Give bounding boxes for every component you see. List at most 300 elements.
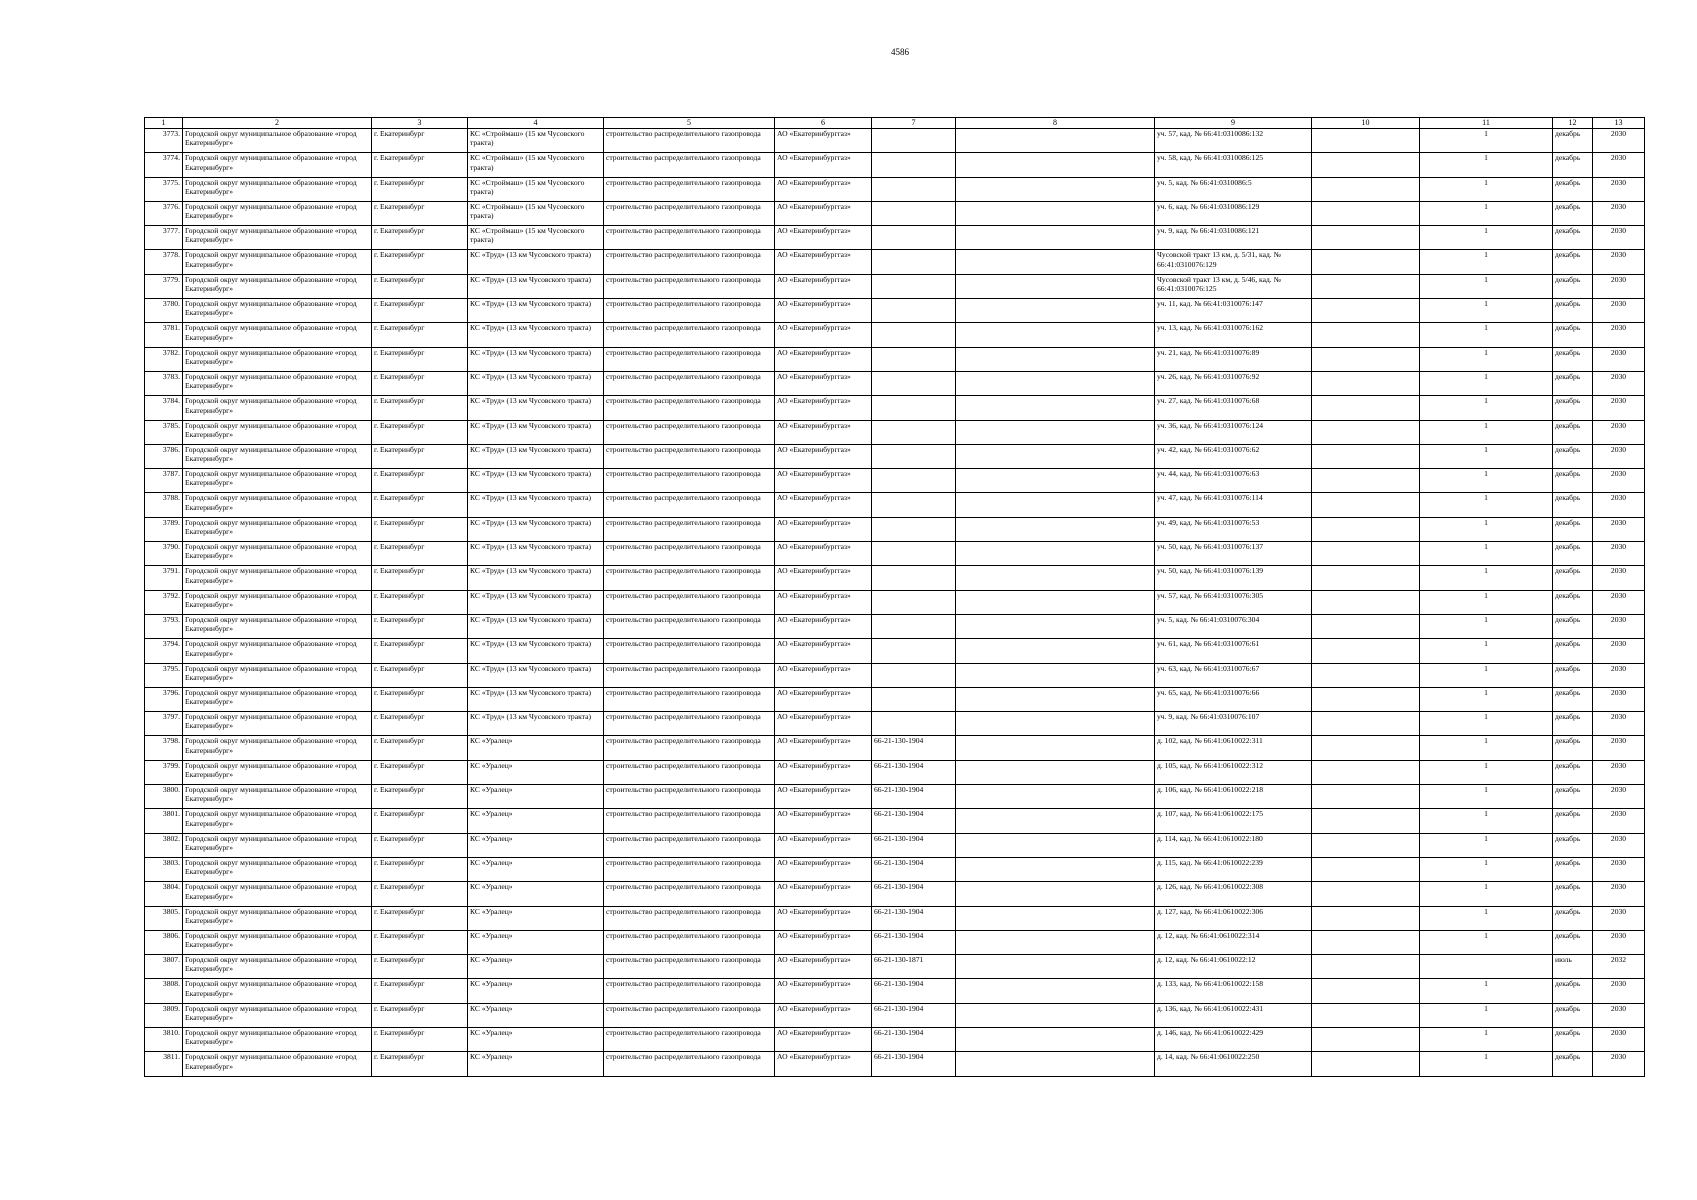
cell-work-type: строительство распределительного газопровода xyxy=(604,809,775,833)
cell-note xyxy=(956,469,1155,493)
cell-locality: г. Екатеринбург xyxy=(372,663,468,687)
cell-address-cadastral: д. 107, кад. № 66:41:0610022:175 xyxy=(1155,809,1312,833)
cell-note xyxy=(956,517,1155,541)
cell-locality: г. Екатеринбург xyxy=(372,153,468,177)
table-row xyxy=(145,979,1645,1003)
cell-organization: АО «Екатеринбурггаз» xyxy=(775,517,872,541)
cell-year: 2030 xyxy=(1593,347,1645,371)
cell-count: 1 xyxy=(1420,153,1553,177)
cell-municipality: Городской округ муниципальное образование «город Екатеринбург» xyxy=(183,1003,372,1027)
cell-municipality: Городской округ муниципальное образование «город Екатеринбург» xyxy=(183,857,372,881)
table-row xyxy=(145,906,1645,930)
cell-work-type: строительство распределительного газопровода xyxy=(604,614,775,638)
cell-permit-number: 66-21-130-1904 xyxy=(872,785,956,809)
cell-address-cadastral: уч. 5, кад. № 66:41:0310086:5 xyxy=(1155,177,1312,201)
cell-organization: АО «Екатеринбурггаз» xyxy=(775,785,872,809)
cell-note xyxy=(956,396,1155,420)
cell-note xyxy=(956,736,1155,760)
cell-month: декабрь xyxy=(1553,493,1593,517)
table-row xyxy=(145,1052,1645,1076)
cell-year: 2030 xyxy=(1593,639,1645,663)
table-row xyxy=(145,566,1645,590)
cell-municipality: Городской округ муниципальное образование «город Екатеринбург» xyxy=(183,955,372,979)
cell-locality: г. Екатеринбург xyxy=(372,299,468,323)
cell-month: июль xyxy=(1553,955,1593,979)
table-row xyxy=(145,882,1645,906)
cell-work-type: строительство распределительного газопровода xyxy=(604,420,775,444)
cell-month: декабрь xyxy=(1553,274,1593,298)
cell-extra xyxy=(1312,1003,1420,1027)
cell-work-type: строительство распределительного газопровода xyxy=(604,833,775,857)
cell-work-type: строительство распределительного газопровода xyxy=(604,882,775,906)
cell-municipality: Городской округ муниципальное образование «город Екатеринбург» xyxy=(183,639,372,663)
cell-locality: г. Екатеринбург xyxy=(372,201,468,225)
cell-year: 2030 xyxy=(1593,760,1645,784)
cell-count: 1 xyxy=(1420,614,1553,638)
cell-row-number: 3807. xyxy=(145,955,183,979)
cell-year: 2030 xyxy=(1593,1027,1645,1051)
cell-settlement: КС «Труд» (13 км Чусовского тракта) xyxy=(468,274,604,298)
cell-extra xyxy=(1312,663,1420,687)
cell-count: 1 xyxy=(1420,444,1553,468)
cell-locality: г. Екатеринбург xyxy=(372,785,468,809)
cell-row-number: 3777. xyxy=(145,226,183,250)
cell-permit-number: 66-21-130-1904 xyxy=(872,1003,956,1027)
cell-count: 1 xyxy=(1420,882,1553,906)
cell-organization: АО «Екатеринбурггаз» xyxy=(775,736,872,760)
cell-municipality: Городской округ муниципальное образование «город Екатеринбург» xyxy=(183,785,372,809)
cell-municipality: Городской округ муниципальное образование «город Екатеринбург» xyxy=(183,809,372,833)
cell-month: декабрь xyxy=(1553,371,1593,395)
cell-row-number: 3797. xyxy=(145,712,183,736)
cell-extra xyxy=(1312,1027,1420,1051)
cell-organization: АО «Екатеринбурггаз» xyxy=(775,177,872,201)
cell-locality: г. Екатеринбург xyxy=(372,1003,468,1027)
cell-municipality: Городской округ муниципальное образование «город Екатеринбург» xyxy=(183,906,372,930)
cell-locality: г. Екатеринбург xyxy=(372,129,468,153)
cell-month: декабрь xyxy=(1553,809,1593,833)
cell-year: 2030 xyxy=(1593,542,1645,566)
cell-row-number: 3783. xyxy=(145,371,183,395)
cell-locality: г. Екатеринбург xyxy=(372,857,468,881)
cell-locality: г. Екатеринбург xyxy=(372,955,468,979)
cell-month: декабрь xyxy=(1553,712,1593,736)
cell-organization: АО «Екатеринбурггаз» xyxy=(775,201,872,225)
cell-year: 2030 xyxy=(1593,785,1645,809)
cell-year: 2030 xyxy=(1593,614,1645,638)
cell-count: 1 xyxy=(1420,663,1553,687)
cell-locality: г. Екатеринбург xyxy=(372,347,468,371)
cell-permit-number xyxy=(872,566,956,590)
cell-year: 2030 xyxy=(1593,371,1645,395)
cell-organization: АО «Екатеринбурггаз» xyxy=(775,639,872,663)
cell-settlement: КС «Труд» (13 км Чусовского тракта) xyxy=(468,493,604,517)
cell-settlement: КС «Уралец» xyxy=(468,1052,604,1076)
cell-permit-number xyxy=(872,420,956,444)
cell-year: 2030 xyxy=(1593,906,1645,930)
registry-table xyxy=(144,117,1645,1077)
cell-address-cadastral: уч. 27, кад. № 66:41:0310076:68 xyxy=(1155,396,1312,420)
cell-permit-number: 66-21-130-1904 xyxy=(872,809,956,833)
cell-settlement: КС «Уралец» xyxy=(468,760,604,784)
cell-year: 2030 xyxy=(1593,566,1645,590)
cell-row-number: 3792. xyxy=(145,590,183,614)
cell-municipality: Городской округ муниципальное образование «город Екатеринбург» xyxy=(183,1027,372,1051)
cell-permit-number xyxy=(872,542,956,566)
cell-month: декабрь xyxy=(1553,857,1593,881)
cell-municipality: Городской округ муниципальное образование «город Екатеринбург» xyxy=(183,177,372,201)
cell-permit-number: 66-21-130-1904 xyxy=(872,979,956,1003)
cell-row-number: 3786. xyxy=(145,444,183,468)
cell-permit-number xyxy=(872,299,956,323)
cell-municipality: Городской округ муниципальное образование «город Екатеринбург» xyxy=(183,736,372,760)
cell-extra xyxy=(1312,614,1420,638)
cell-row-number: 3810. xyxy=(145,1027,183,1051)
cell-extra xyxy=(1312,396,1420,420)
cell-work-type: строительство распределительного газопровода xyxy=(604,663,775,687)
cell-count: 1 xyxy=(1420,712,1553,736)
cell-settlement: КС «Уралец» xyxy=(468,906,604,930)
cell-extra xyxy=(1312,420,1420,444)
cell-extra xyxy=(1312,979,1420,1003)
cell-settlement: КС «Труд» (13 км Чусовского тракта) xyxy=(468,323,604,347)
cell-organization: АО «Екатеринбурггаз» xyxy=(775,590,872,614)
cell-year: 2030 xyxy=(1593,201,1645,225)
cell-address-cadastral: д. 136, кад. № 66:41:0610022:431 xyxy=(1155,1003,1312,1027)
cell-extra xyxy=(1312,785,1420,809)
cell-year: 2030 xyxy=(1593,833,1645,857)
cell-year: 2030 xyxy=(1593,177,1645,201)
cell-work-type: строительство распределительного газопровода xyxy=(604,371,775,395)
cell-locality: г. Екатеринбург xyxy=(372,396,468,420)
cell-month: декабрь xyxy=(1553,882,1593,906)
cell-locality: г. Екатеринбург xyxy=(372,930,468,954)
cell-count: 1 xyxy=(1420,226,1553,250)
cell-year: 2030 xyxy=(1593,444,1645,468)
cell-year: 2030 xyxy=(1593,226,1645,250)
cell-work-type: строительство распределительного газопровода xyxy=(604,906,775,930)
cell-note xyxy=(956,687,1155,711)
cell-settlement: КС «Труд» (13 км Чусовского тракта) xyxy=(468,712,604,736)
table-row xyxy=(145,639,1645,663)
cell-row-number: 3776. xyxy=(145,201,183,225)
cell-row-number: 3790. xyxy=(145,542,183,566)
cell-settlement: КС «Труд» (13 км Чусовского тракта) xyxy=(468,371,604,395)
cell-month: декабрь xyxy=(1553,396,1593,420)
cell-count: 1 xyxy=(1420,323,1553,347)
cell-permit-number xyxy=(872,663,956,687)
cell-work-type: строительство распределительного газопровода xyxy=(604,930,775,954)
cell-work-type: строительство распределительного газопровода xyxy=(604,493,775,517)
cell-row-number: 3800. xyxy=(145,785,183,809)
cell-work-type: строительство распределительного газопровода xyxy=(604,785,775,809)
cell-locality: г. Екатеринбург xyxy=(372,250,468,274)
cell-count: 1 xyxy=(1420,493,1553,517)
cell-row-number: 3780. xyxy=(145,299,183,323)
cell-settlement: КС «Уралец» xyxy=(468,979,604,1003)
cell-work-type: строительство распределительного газопровода xyxy=(604,444,775,468)
cell-address-cadastral: д. 126, кад. № 66:41:0610022:308 xyxy=(1155,882,1312,906)
cell-work-type: строительство распределительного газопровода xyxy=(604,1003,775,1027)
cell-municipality: Городской округ муниципальное образование «город Екатеринбург» xyxy=(183,469,372,493)
cell-municipality: Городской округ муниципальное образование «город Екатеринбург» xyxy=(183,129,372,153)
cell-note xyxy=(956,1003,1155,1027)
cell-organization: АО «Екатеринбурггаз» xyxy=(775,760,872,784)
cell-work-type: строительство распределительного газопровода xyxy=(604,566,775,590)
cell-work-type: строительство распределительного газопровода xyxy=(604,299,775,323)
table-row xyxy=(145,857,1645,881)
cell-month: декабрь xyxy=(1553,614,1593,638)
cell-locality: г. Екатеринбург xyxy=(372,1052,468,1076)
cell-year: 2030 xyxy=(1593,663,1645,687)
cell-extra xyxy=(1312,712,1420,736)
table-row xyxy=(145,493,1645,517)
cell-permit-number: 66-21-130-1904 xyxy=(872,930,956,954)
cell-work-type: строительство распределительного газопровода xyxy=(604,226,775,250)
cell-extra xyxy=(1312,177,1420,201)
cell-month: декабрь xyxy=(1553,736,1593,760)
column-header-11: 11 xyxy=(1420,118,1553,129)
cell-row-number: 3787. xyxy=(145,469,183,493)
cell-work-type: строительство распределительного газопровода xyxy=(604,736,775,760)
cell-extra xyxy=(1312,760,1420,784)
cell-note xyxy=(956,906,1155,930)
cell-settlement: КС «Уралец» xyxy=(468,1027,604,1051)
cell-month: декабрь xyxy=(1553,1003,1593,1027)
cell-note xyxy=(956,542,1155,566)
cell-municipality: Городской округ муниципальное образование «город Екатеринбург» xyxy=(183,420,372,444)
cell-count: 1 xyxy=(1420,347,1553,371)
cell-municipality: Городской округ муниципальное образование «город Екатеринбург» xyxy=(183,566,372,590)
cell-note xyxy=(956,1027,1155,1051)
cell-row-number: 3782. xyxy=(145,347,183,371)
cell-settlement: КС «Труд» (13 км Чусовского тракта) xyxy=(468,469,604,493)
cell-locality: г. Екатеринбург xyxy=(372,177,468,201)
cell-row-number: 3803. xyxy=(145,857,183,881)
cell-organization: АО «Екатеринбурггаз» xyxy=(775,323,872,347)
cell-month: декабрь xyxy=(1553,226,1593,250)
cell-count: 1 xyxy=(1420,201,1553,225)
cell-municipality: Городской округ муниципальное образование «город Екатеринбург» xyxy=(183,517,372,541)
cell-locality: г. Екатеринбург xyxy=(372,371,468,395)
cell-extra xyxy=(1312,444,1420,468)
cell-organization: АО «Екатеринбурггаз» xyxy=(775,396,872,420)
cell-month: декабрь xyxy=(1553,129,1593,153)
cell-municipality: Городской округ муниципальное образование «город Екатеринбург» xyxy=(183,444,372,468)
cell-row-number: 3793. xyxy=(145,614,183,638)
cell-permit-number xyxy=(872,347,956,371)
cell-month: декабрь xyxy=(1553,979,1593,1003)
cell-row-number: 3773. xyxy=(145,129,183,153)
cell-month: декабрь xyxy=(1553,687,1593,711)
cell-permit-number: 66-21-130-1904 xyxy=(872,736,956,760)
cell-permit-number: 66-21-130-1904 xyxy=(872,857,956,881)
cell-address-cadastral: д. 114, кад. № 66:41:0610022:180 xyxy=(1155,833,1312,857)
cell-locality: г. Екатеринбург xyxy=(372,687,468,711)
cell-year: 2032 xyxy=(1593,955,1645,979)
cell-address-cadastral: уч. 49, кад. № 66:41:0310076:53 xyxy=(1155,517,1312,541)
cell-permit-number xyxy=(872,517,956,541)
cell-permit-number xyxy=(872,396,956,420)
cell-permit-number xyxy=(872,177,956,201)
cell-organization: АО «Екатеринбурггаз» xyxy=(775,153,872,177)
cell-work-type: строительство распределительного газопровода xyxy=(604,177,775,201)
cell-work-type: строительство распределительного газопровода xyxy=(604,639,775,663)
table-row xyxy=(145,444,1645,468)
cell-month: декабрь xyxy=(1553,517,1593,541)
cell-month: декабрь xyxy=(1553,444,1593,468)
cell-organization: АО «Екатеринбурггаз» xyxy=(775,663,872,687)
cell-row-number: 3785. xyxy=(145,420,183,444)
cell-organization: АО «Екатеринбурггаз» xyxy=(775,1027,872,1051)
cell-permit-number xyxy=(872,687,956,711)
cell-work-type: строительство распределительного газопровода xyxy=(604,712,775,736)
cell-settlement: КС «Труд» (13 км Чусовского тракта) xyxy=(468,590,604,614)
column-header-3: 3 xyxy=(372,118,468,129)
cell-count: 1 xyxy=(1420,517,1553,541)
cell-work-type: строительство распределительного газопровода xyxy=(604,201,775,225)
cell-address-cadastral: д. 127, кад. № 66:41:0610022:306 xyxy=(1155,906,1312,930)
cell-row-number: 3795. xyxy=(145,663,183,687)
table-row xyxy=(145,274,1645,298)
cell-municipality: Городской округ муниципальное образование «город Екатеринбург» xyxy=(183,882,372,906)
cell-organization: АО «Екатеринбурггаз» xyxy=(775,906,872,930)
cell-row-number: 3808. xyxy=(145,979,183,1003)
cell-settlement: КС «Уралец» xyxy=(468,955,604,979)
cell-count: 1 xyxy=(1420,1003,1553,1027)
cell-extra xyxy=(1312,542,1420,566)
cell-locality: г. Екатеринбург xyxy=(372,542,468,566)
cell-municipality: Городской округ муниципальное образование «город Екатеринбург» xyxy=(183,663,372,687)
cell-organization: АО «Екатеринбурггаз» xyxy=(775,444,872,468)
cell-work-type: строительство распределительного газопровода xyxy=(604,542,775,566)
cell-month: декабрь xyxy=(1553,153,1593,177)
table-row xyxy=(145,930,1645,954)
cell-count: 1 xyxy=(1420,420,1553,444)
cell-work-type: строительство распределительного газопровода xyxy=(604,590,775,614)
cell-municipality: Городской округ муниципальное образование «город Екатеринбург» xyxy=(183,542,372,566)
cell-month: декабрь xyxy=(1553,930,1593,954)
cell-month: декабрь xyxy=(1553,590,1593,614)
cell-organization: АО «Екатеринбурггаз» xyxy=(775,299,872,323)
cell-note xyxy=(956,955,1155,979)
cell-municipality: Городской округ муниципальное образование «город Екатеринбург» xyxy=(183,1052,372,1076)
cell-address-cadastral: д. 12, кад. № 66:41:0610022:12 xyxy=(1155,955,1312,979)
cell-note xyxy=(956,833,1155,857)
cell-row-number: 3801. xyxy=(145,809,183,833)
cell-note xyxy=(956,420,1155,444)
cell-permit-number: 66-21-130-1904 xyxy=(872,760,956,784)
table-row xyxy=(145,1003,1645,1027)
cell-row-number: 3791. xyxy=(145,566,183,590)
cell-count: 1 xyxy=(1420,274,1553,298)
cell-settlement: КС «Уралец» xyxy=(468,930,604,954)
cell-year: 2030 xyxy=(1593,129,1645,153)
cell-count: 1 xyxy=(1420,1027,1553,1051)
cell-settlement: КС «Труд» (13 км Чусовского тракта) xyxy=(468,250,604,274)
cell-municipality: Городской округ муниципальное образование «город Екатеринбург» xyxy=(183,323,372,347)
cell-extra xyxy=(1312,687,1420,711)
cell-note xyxy=(956,201,1155,225)
cell-settlement: КС «Уралец» xyxy=(468,785,604,809)
cell-extra xyxy=(1312,930,1420,954)
cell-organization: АО «Екатеринбурггаз» xyxy=(775,687,872,711)
cell-address-cadastral: уч. 36, кад. № 66:41:0310076:124 xyxy=(1155,420,1312,444)
cell-permit-number xyxy=(872,323,956,347)
cell-address-cadastral: уч. 65, кад. № 66:41:0310076:66 xyxy=(1155,687,1312,711)
cell-row-number: 3796. xyxy=(145,687,183,711)
cell-count: 1 xyxy=(1420,469,1553,493)
cell-month: декабрь xyxy=(1553,469,1593,493)
cell-address-cadastral: уч. 57, кад. № 66:41:0310086:132 xyxy=(1155,129,1312,153)
table-row xyxy=(145,226,1645,250)
cell-address-cadastral: уч. 63, кад. № 66:41:0310076:67 xyxy=(1155,663,1312,687)
cell-settlement: КС «Строймаш» (15 км Чусовского тракта) xyxy=(468,177,604,201)
cell-organization: АО «Екатеринбурггаз» xyxy=(775,274,872,298)
cell-work-type: строительство распределительного газопровода xyxy=(604,517,775,541)
column-header-9: 9 xyxy=(1155,118,1312,129)
cell-municipality: Городской округ муниципальное образование «город Екатеринбург» xyxy=(183,371,372,395)
cell-permit-number xyxy=(872,201,956,225)
table-row xyxy=(145,129,1645,153)
cell-note xyxy=(956,250,1155,274)
cell-note xyxy=(956,226,1155,250)
cell-note xyxy=(956,129,1155,153)
cell-month: декабрь xyxy=(1553,566,1593,590)
cell-work-type: строительство распределительного газопровода xyxy=(604,396,775,420)
cell-permit-number xyxy=(872,469,956,493)
cell-permit-number xyxy=(872,590,956,614)
cell-note xyxy=(956,444,1155,468)
cell-extra xyxy=(1312,274,1420,298)
cell-address-cadastral: д. 106, кад. № 66:41:0610022:218 xyxy=(1155,785,1312,809)
table-row xyxy=(145,153,1645,177)
cell-year: 2030 xyxy=(1593,712,1645,736)
table-header-row xyxy=(145,118,1645,129)
cell-locality: г. Екатеринбург xyxy=(372,566,468,590)
cell-locality: г. Екатеринбург xyxy=(372,493,468,517)
cell-address-cadastral: уч. 47, кад. № 66:41:0310076:114 xyxy=(1155,493,1312,517)
table-row xyxy=(145,785,1645,809)
cell-permit-number: 66-21-130-1904 xyxy=(872,833,956,857)
cell-organization: АО «Екатеринбурггаз» xyxy=(775,1003,872,1027)
table-row xyxy=(145,177,1645,201)
cell-work-type: строительство распределительного газопровода xyxy=(604,1027,775,1051)
cell-permit-number xyxy=(872,614,956,638)
cell-extra xyxy=(1312,371,1420,395)
cell-locality: г. Екатеринбург xyxy=(372,226,468,250)
cell-organization: АО «Екатеринбурггаз» xyxy=(775,347,872,371)
cell-note xyxy=(956,371,1155,395)
cell-locality: г. Екатеринбург xyxy=(372,517,468,541)
cell-address-cadastral: д. 14, кад. № 66:41:0610022:250 xyxy=(1155,1052,1312,1076)
table-row xyxy=(145,590,1645,614)
cell-organization: АО «Екатеринбурггаз» xyxy=(775,1052,872,1076)
cell-note xyxy=(956,493,1155,517)
cell-organization: АО «Екатеринбурггаз» xyxy=(775,930,872,954)
cell-permit-number xyxy=(872,274,956,298)
cell-address-cadastral: уч. 61, кад. № 66:41:0310076:61 xyxy=(1155,639,1312,663)
cell-work-type: строительство распределительного газопровода xyxy=(604,857,775,881)
cell-organization: АО «Екатеринбурггаз» xyxy=(775,129,872,153)
cell-organization: АО «Екатеринбурггаз» xyxy=(775,955,872,979)
cell-locality: г. Екатеринбург xyxy=(372,420,468,444)
cell-address-cadastral: д. 133, кад. № 66:41:0610022:158 xyxy=(1155,979,1312,1003)
cell-year: 2030 xyxy=(1593,979,1645,1003)
column-header-13: 13 xyxy=(1593,118,1645,129)
cell-year: 2030 xyxy=(1593,809,1645,833)
cell-locality: г. Екатеринбург xyxy=(372,444,468,468)
